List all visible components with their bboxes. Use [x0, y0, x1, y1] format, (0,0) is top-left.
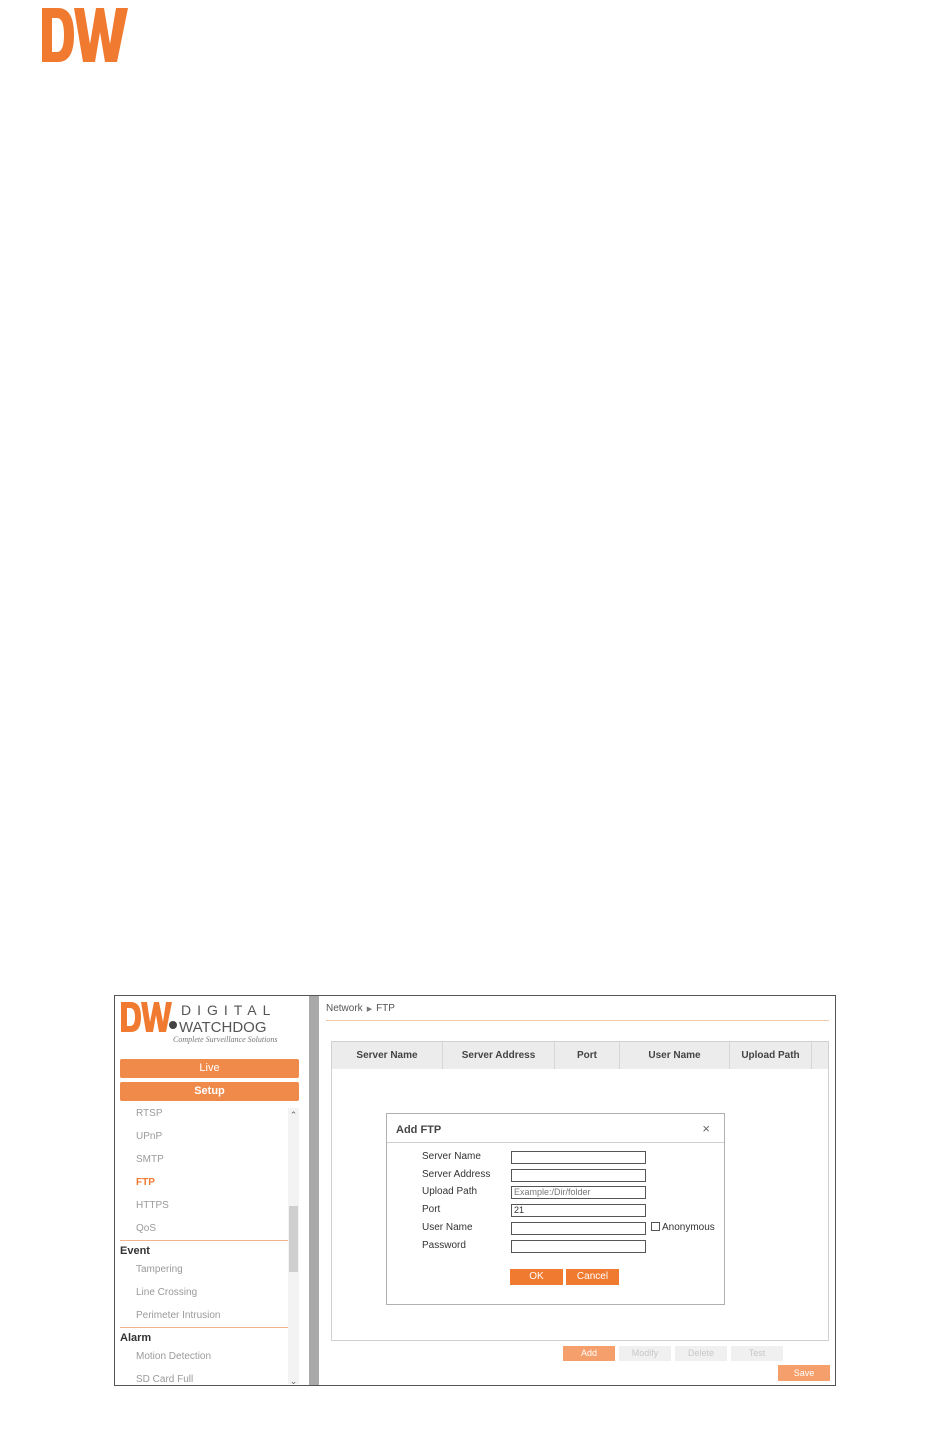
menu-item-upnp[interactable]: UPnP [136, 1131, 163, 1142]
menu-item-ftp[interactable]: FTP [136, 1177, 155, 1188]
add-ftp-dialog [386, 1113, 725, 1305]
menu-heading-alarm[interactable]: Alarm [120, 1332, 152, 1344]
brand-tagline: Complete Surveillance Solutions [173, 1035, 278, 1044]
add-button[interactable]: Add [563, 1346, 615, 1361]
sidebar [115, 996, 307, 1385]
anonymous-label: Anonymous [662, 1222, 715, 1233]
server-address-label: Server Address [422, 1169, 491, 1180]
menu-item-smtp[interactable]: SMTP [136, 1154, 164, 1165]
upload-path-label: Upload Path [422, 1186, 478, 1197]
dialog-title: Add FTP [396, 1124, 442, 1136]
user-name-label: User Name [422, 1222, 473, 1233]
menu-divider [120, 1327, 288, 1328]
upload-path-field[interactable]: Example:/Dir/folder [511, 1186, 646, 1199]
sidebar-divider [309, 996, 319, 1385]
server-name-field[interactable] [511, 1151, 646, 1164]
close-icon[interactable]: × [702, 1121, 710, 1136]
live-button[interactable]: Live [120, 1059, 299, 1078]
menu-item-perimeter-intrusion[interactable]: Perimeter Intrusion [136, 1310, 221, 1321]
password-field[interactable] [511, 1240, 646, 1253]
dw-page-logo [40, 6, 130, 64]
password-label: Password [422, 1240, 466, 1251]
modify-button[interactable]: Modify [619, 1346, 671, 1361]
svg-text:WATCHDOG: WATCHDOG [179, 1019, 267, 1036]
chevron-up-icon[interactable]: ⌃ [289, 1110, 298, 1120]
menu-item-tampering[interactable]: Tampering [136, 1264, 183, 1275]
checkbox-icon[interactable] [651, 1222, 660, 1231]
menu-item-https[interactable]: HTTPS [136, 1200, 169, 1211]
user-name-field[interactable] [511, 1222, 646, 1235]
main-panel [319, 996, 835, 1385]
chevron-down-icon[interactable]: ⌄ [289, 1376, 298, 1386]
save-button[interactable]: Save [778, 1365, 830, 1381]
menu-heading-event[interactable]: Event [120, 1245, 150, 1257]
menu-item-sd-card-full[interactable]: SD Card Full [136, 1374, 194, 1385]
ftp-server-table [331, 1041, 829, 1341]
column-user-name: User Name [620, 1042, 730, 1069]
svg-text:DIGITAL: DIGITAL [181, 1002, 277, 1018]
column-upload-path: Upload Path [730, 1042, 812, 1069]
breadcrumb [326, 1003, 395, 1014]
ftp-setup-screenshot [114, 995, 836, 1386]
scrollbar-thumb[interactable] [289, 1206, 298, 1272]
menu-item-rtsp[interactable]: RTSP [136, 1108, 163, 1119]
breadcrumb-section: Network [326, 1003, 363, 1014]
cancel-button[interactable]: Cancel [566, 1269, 619, 1285]
port-field[interactable]: 21 [511, 1204, 646, 1217]
server-address-field[interactable] [511, 1169, 646, 1182]
dialog-divider [387, 1142, 724, 1143]
column-port: Port [555, 1042, 620, 1069]
column-server-address: Server Address [443, 1042, 555, 1069]
breadcrumb-divider [326, 1020, 829, 1021]
menu-item-line-crossing[interactable]: Line Crossing [136, 1287, 198, 1298]
table-header [332, 1042, 828, 1069]
server-name-label: Server Name [422, 1151, 481, 1162]
port-label: Port [422, 1204, 441, 1215]
setup-button[interactable]: Setup [120, 1082, 299, 1101]
caret-right-icon: ▶ [366, 1006, 373, 1013]
delete-button[interactable]: Delete [675, 1346, 727, 1361]
column-server-name: Server Name [332, 1042, 443, 1069]
breadcrumb-page: FTP [376, 1003, 395, 1014]
menu-item-qos[interactable]: QoS [136, 1223, 157, 1234]
menu-item-motion-detection[interactable]: Motion Detection [136, 1351, 212, 1362]
test-button[interactable]: Test [731, 1346, 783, 1361]
menu-divider [120, 1240, 288, 1241]
anonymous-checkbox[interactable] [651, 1222, 715, 1233]
ok-button[interactable]: OK [510, 1269, 563, 1285]
